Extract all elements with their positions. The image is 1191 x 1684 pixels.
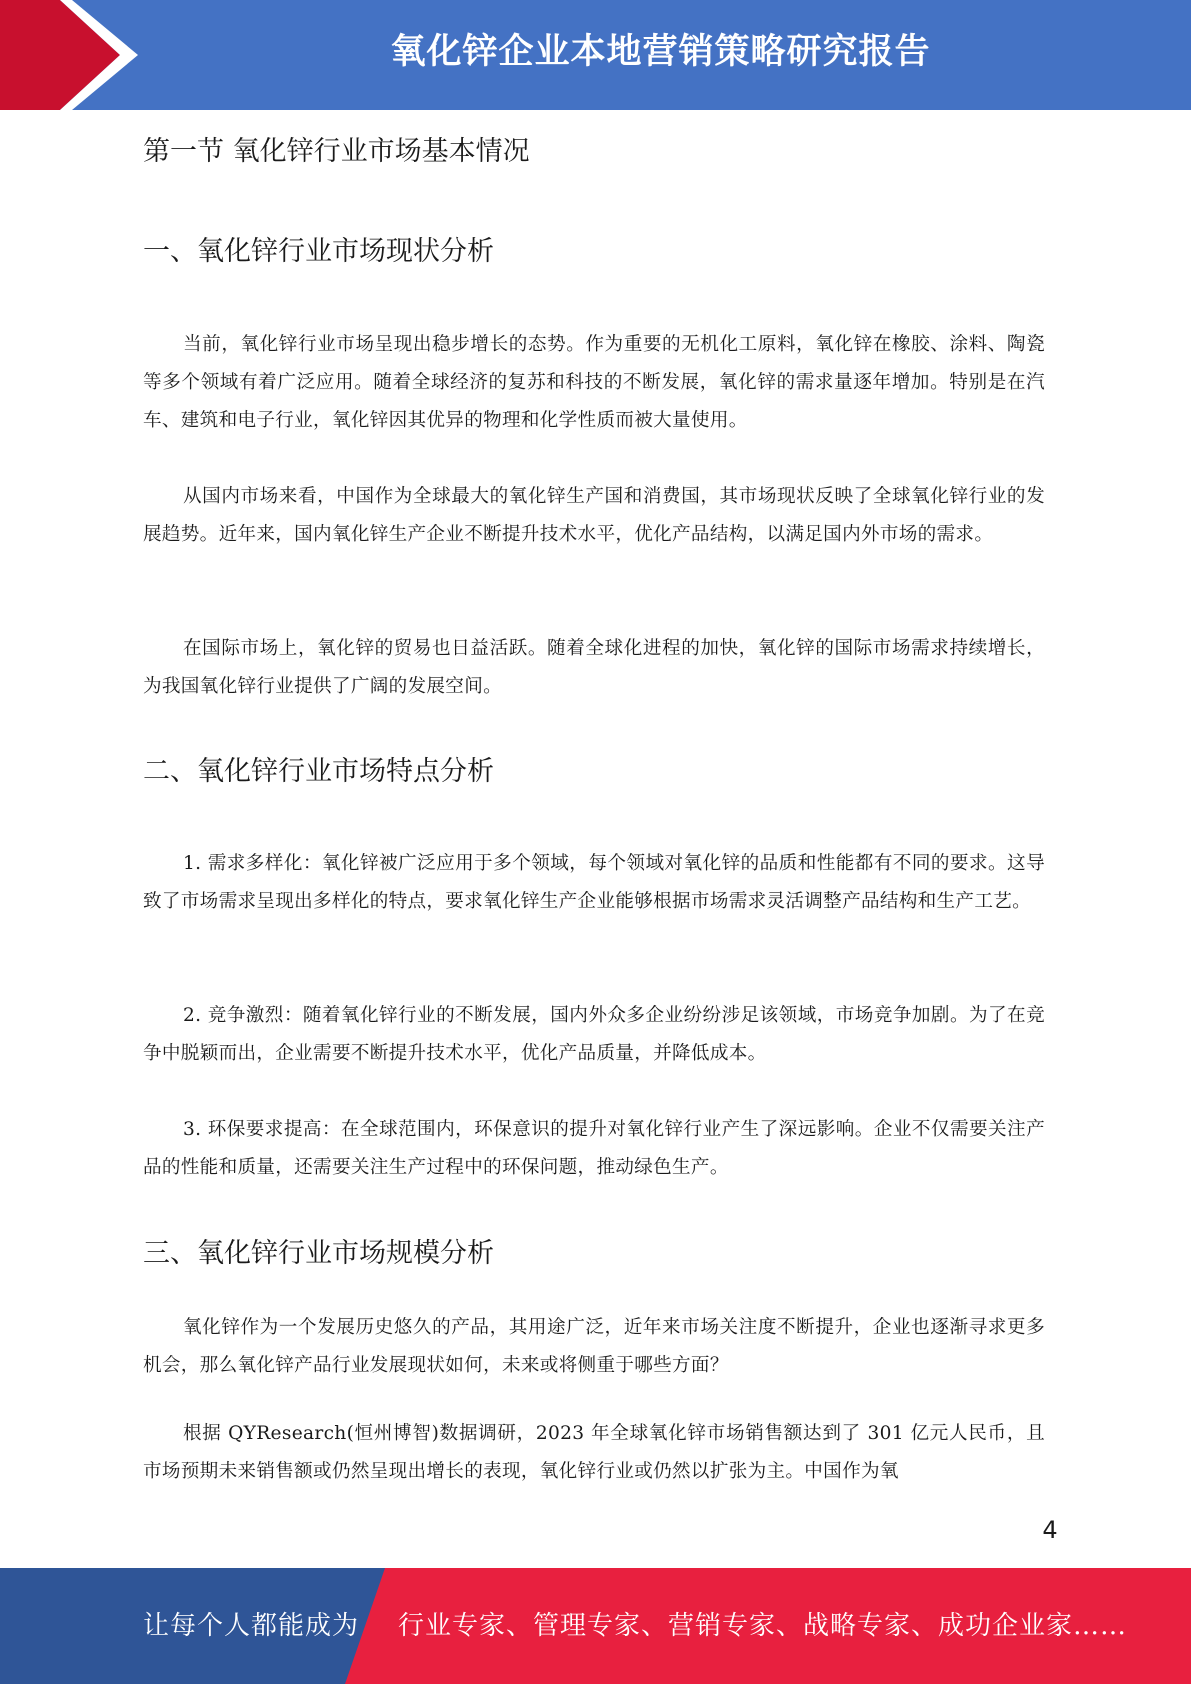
paragraph: 氧化锌作为一个发展历史悠久的产品，其用途广泛，近年来市场关注度不断提升，企业也逐渐寻求更多机会，那么氧化锌产品行业发展现状如何，未来或将侧重于哪些方面？ xyxy=(143,1317,1045,1376)
paragraph: 从国内市场来看，中国作为全球最大的氧化锌生产国和消费国，其市场现状反映了全球氧化锌行业的发展趋势。近年来，国内氧化锌生产企业不断提升技术水平，优化产品结构，以满足国内外市场的需求。 xyxy=(143,486,1045,545)
footer-banner xyxy=(0,1568,1191,1684)
paragraph: 在国际市场上，氧化锌的贸易也日益活跃。随着全球化进程的加快，氧化锌的国际市场需求持续增长，为我国氧化锌行业提供了广阔的发展空间。 xyxy=(143,638,1045,697)
subsection-heading: 一、氧化锌行业市场现状分析 xyxy=(143,236,494,267)
footer-slogan-lead: 让每个人都能成为 xyxy=(143,1611,360,1641)
subsection-heading: 二、氧化锌行业市场特点分析 xyxy=(143,756,494,787)
header-banner xyxy=(0,0,1191,110)
page-number: 4 xyxy=(1042,1516,1058,1544)
paragraph: 3. 环保要求提高：在全球范围内，环保意识的提升对氧化锌行业产生了深远影响。企业不仅需要关注产品的性能和质量，还需要关注生产过程中的环保问题，推动绿色生产。 xyxy=(143,1119,1045,1178)
subsection-heading: 三、氧化锌行业市场规模分析 xyxy=(143,1238,494,1269)
paragraph: 1. 需求多样化：氧化锌被广泛应用于多个领域，每个领域对氧化锌的品质和性能都有不同的要求。这导致了市场需求呈现出多样化的特点，要求氧化锌生产企业能够根据市场需求灵活调整产品结构和生产工艺。 xyxy=(143,853,1045,912)
report-title: 氧化锌企业本地营销策略研究报告 xyxy=(390,32,931,72)
section-heading: 第一节 氧化锌行业市场基本情况 xyxy=(143,136,530,167)
paragraph: 根据 QYResearch(恒州博智)数据调研，2023 年全球氧化锌市场销售额达到了 301 亿元人民币，且市场预期未来销售额或仍然呈现出增长的表现，氧化锌行业或仍然以扩张为主。中国作为氧 xyxy=(143,1423,1045,1482)
footer-slogan-roles: 行业专家、管理专家、营销专家、战略专家、成功企业家…… xyxy=(398,1611,1128,1641)
page-content xyxy=(143,112,1045,172)
paragraph: 2. 竞争激烈：随着氧化锌行业的不断发展，国内外众多企业纷纷涉足该领域，市场竞争加剧。为了在竞争中脱颖而出，企业需要不断提升技术水平，优化产品质量，并降低成本。 xyxy=(143,1005,1045,1064)
paragraph: 当前，氧化锌行业市场呈现出稳步增长的态势。作为重要的无机化工原料，氧化锌在橡胶、涂料、陶瓷等多个领域有着广泛应用。随着全球经济的复苏和科技的不断发展，氧化锌的需求量逐年增加。特别是在汽车、建筑和电子行业，氧化锌因其优异的物理和化学性质而被大量使用。 xyxy=(143,334,1045,431)
